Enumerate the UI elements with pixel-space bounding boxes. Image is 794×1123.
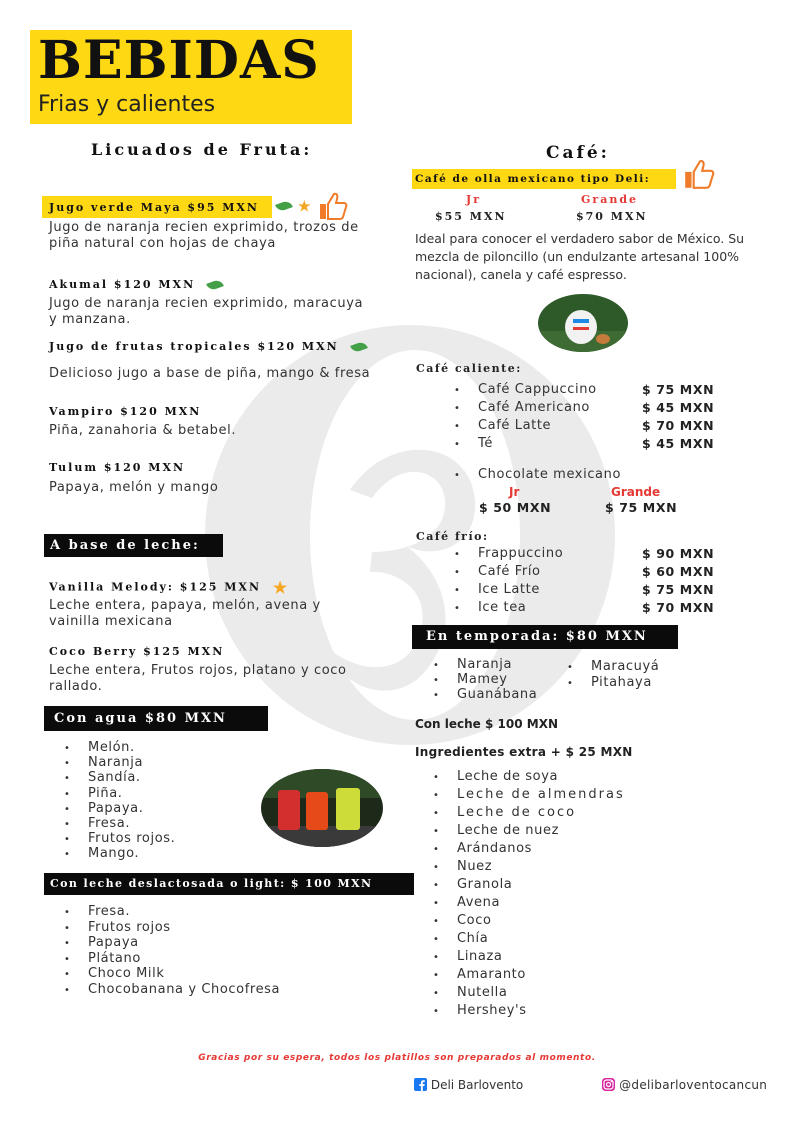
facebook-icon bbox=[414, 1078, 427, 1091]
agua-list bbox=[64, 740, 175, 862]
size-grande-label: Grande bbox=[611, 485, 661, 499]
list-item: • Nutella bbox=[433, 984, 625, 1002]
list-item: • Linaza bbox=[433, 948, 625, 966]
list-item: • Frutos rojos. bbox=[64, 831, 175, 846]
item-price: $ 45 MXN bbox=[642, 400, 715, 415]
deslactosada-heading: Con leche deslactosada o light: $ 100 MXN bbox=[44, 873, 414, 895]
item-price: $ 75 MXN bbox=[642, 582, 715, 597]
item-icons bbox=[276, 190, 349, 222]
facebook-link[interactable] bbox=[414, 1078, 523, 1092]
price-grande: $70 MXN bbox=[576, 210, 648, 223]
list-item: • Fresa. bbox=[64, 816, 175, 831]
item-akumal bbox=[49, 278, 223, 291]
cafe-frio-heading: Café frío: bbox=[416, 530, 489, 543]
item-name: Café Latte bbox=[478, 418, 552, 433]
list-item: • Coco bbox=[433, 912, 625, 930]
leaf-icon bbox=[350, 341, 368, 354]
instagram-handle: @delibarloventocancun bbox=[619, 1078, 768, 1092]
list-item bbox=[454, 399, 734, 417]
list-item: • Chía bbox=[433, 930, 625, 948]
page-subtitle: Frias y calientes bbox=[38, 92, 216, 117]
star-icon: ★ bbox=[297, 196, 312, 216]
list-item bbox=[454, 581, 734, 599]
cafe-caliente-heading: Café caliente: bbox=[416, 362, 522, 375]
list-item: • Naranja bbox=[64, 755, 175, 770]
item-price: $ 75 MXN bbox=[642, 382, 715, 397]
leaf-icon bbox=[275, 200, 293, 213]
list-item bbox=[454, 545, 734, 563]
list-item: • Hershey's bbox=[433, 1002, 625, 1020]
item-desc: Jugo de naranja recien exprimido, trozos de piña natural con hojas de chaya bbox=[49, 220, 359, 251]
page-title: BEBIDAS bbox=[38, 30, 320, 91]
temporada-heading: En temporada: $80 MXN bbox=[412, 625, 678, 649]
list-item: • Pitahaya bbox=[567, 675, 659, 691]
leaf-icon bbox=[206, 279, 224, 292]
item-vanilla-melody bbox=[49, 578, 289, 597]
item-price: $ 70 MXN bbox=[642, 418, 715, 433]
list-item: • Papaya bbox=[64, 935, 280, 951]
deslactosada-list bbox=[64, 904, 280, 997]
cafe-caliente-list bbox=[454, 381, 734, 453]
list-item: • Mamey bbox=[433, 672, 537, 687]
item-tulum: Tulum $120 MXN bbox=[49, 461, 186, 474]
item-vampiro: Vampiro $120 MXN bbox=[49, 405, 202, 418]
item-price: $ 90 MXN bbox=[642, 546, 715, 561]
size-jr-label: Jr bbox=[509, 485, 520, 499]
thumbs-up-icon bbox=[317, 190, 349, 222]
item-name: Akumal $120 MXN bbox=[49, 278, 196, 291]
extras-list bbox=[433, 768, 625, 1020]
size-grande-label: Grande bbox=[581, 193, 639, 206]
list-item: • Leche de soya bbox=[433, 768, 625, 786]
facebook-handle: Deli Barlovento bbox=[430, 1078, 524, 1092]
extras-heading: Ingredientes extra + $ 25 MXN bbox=[415, 745, 633, 759]
item-coco-berry: Coco Berry $125 MXN bbox=[49, 645, 225, 658]
item-price: $ 45 MXN bbox=[642, 436, 715, 451]
footer-note: Gracias por su espera, todos los platillos son preparados al momento. bbox=[198, 1053, 596, 1063]
size-jr-label: Jr bbox=[466, 193, 481, 206]
item-desc: Leche entera, papaya, melón, avena y vainilla mexicana bbox=[49, 598, 321, 629]
cafe-de-olla-photo bbox=[537, 293, 629, 353]
list-item bbox=[454, 599, 734, 617]
list-item bbox=[454, 417, 734, 435]
temporada-con-leche: Con leche $ 100 MXN bbox=[415, 717, 558, 731]
item-price: $ 70 MXN bbox=[642, 600, 715, 615]
list-item: • Sandía. bbox=[64, 770, 175, 785]
item-desc: Papaya, melón y mango bbox=[49, 480, 219, 495]
thumbs-up-icon bbox=[682, 157, 716, 191]
licuados-heading: Licuados de Fruta: bbox=[91, 140, 313, 159]
list-item: • Frutos rojos bbox=[64, 920, 280, 936]
item-desc: Delicioso jugo a base de piña, mango & fresa bbox=[49, 366, 371, 381]
list-item: • Choco Milk bbox=[64, 966, 280, 982]
instagram-icon bbox=[602, 1078, 615, 1091]
cafe-heading: Café: bbox=[546, 143, 610, 163]
leche-heading: A base de leche: bbox=[44, 534, 223, 557]
juice-jars-photo bbox=[260, 768, 384, 848]
item-cafe-olla: Café de olla mexicano tipo Deli: bbox=[415, 173, 651, 185]
list-item: • Maracuyá bbox=[567, 659, 659, 675]
list-item: • Plátano bbox=[64, 951, 280, 967]
item-name: Café Cappuccino bbox=[478, 382, 597, 397]
agua-heading: Con agua $80 MXN bbox=[44, 706, 268, 731]
price-jr: $55 MXN bbox=[435, 210, 507, 223]
item-name: Ice tea bbox=[478, 600, 527, 615]
item-desc: Piña, zanahoria & betabel. bbox=[49, 423, 237, 438]
price-grande: $ 75 MXN bbox=[605, 500, 678, 515]
item-name: Frappuccino bbox=[478, 546, 564, 561]
item-price: $ 60 MXN bbox=[642, 564, 715, 579]
list-item: • Granola bbox=[433, 876, 625, 894]
list-item: • Guanábana bbox=[433, 687, 537, 702]
item-jugo-tropical bbox=[49, 340, 367, 353]
list-item: • Chocolate mexicano bbox=[454, 466, 621, 484]
list-item: • Papaya. bbox=[64, 801, 175, 816]
list-item: • Piña. bbox=[64, 786, 175, 801]
price-jr: $ 50 MXN bbox=[479, 500, 552, 515]
item-name: Ice Latte bbox=[478, 582, 540, 597]
list-item: • Avena bbox=[433, 894, 625, 912]
temporada-list-1 bbox=[433, 657, 537, 702]
star-icon: ★ bbox=[272, 578, 290, 597]
list-item: • Arándanos bbox=[433, 840, 625, 858]
list-item: • Melón. bbox=[64, 740, 175, 755]
item-name: Vanilla Melody: $125 MXN bbox=[49, 580, 262, 594]
list-item bbox=[454, 435, 734, 453]
cafe-frio-list bbox=[454, 545, 734, 617]
list-item: • Nuez bbox=[433, 858, 625, 876]
item-desc: Leche entera, Frutos rojos, platano y coco rallado. bbox=[49, 663, 347, 694]
list-item: • Leche de coco bbox=[433, 804, 625, 822]
list-item: • Naranja bbox=[433, 657, 537, 672]
list-item: • Chocobanana y Chocofresa bbox=[64, 982, 280, 998]
item-jugo-verde-maya: Jugo verde Maya $95 MXN bbox=[49, 201, 259, 214]
item-name: Café Americano bbox=[478, 400, 590, 415]
list-item: • Amaranto bbox=[433, 966, 625, 984]
list-item: • Leche de nuez bbox=[433, 822, 625, 840]
list-item bbox=[454, 381, 734, 399]
list-item bbox=[454, 563, 734, 581]
item-name: Café Frío bbox=[478, 564, 541, 579]
list-item: • Leche de almendras bbox=[433, 786, 625, 804]
item-name: Jugo de frutas tropicales $120 MXN bbox=[49, 340, 339, 353]
item-desc: Jugo de naranja recien exprimido, maracuya y manzana. bbox=[49, 296, 364, 327]
list-item: • Mango. bbox=[64, 846, 175, 861]
instagram-link[interactable] bbox=[602, 1078, 767, 1092]
item-name: Té bbox=[478, 436, 493, 451]
olla-desc: Ideal para conocer el verdadero sabor de México. Su mezcla de piloncillo (un endulzante artesanal 100% nacional), canela y café espresso. bbox=[415, 231, 745, 282]
chocolate-list bbox=[454, 466, 621, 484]
temporada-list-2 bbox=[567, 659, 659, 691]
list-item: • Fresa. bbox=[64, 904, 280, 920]
